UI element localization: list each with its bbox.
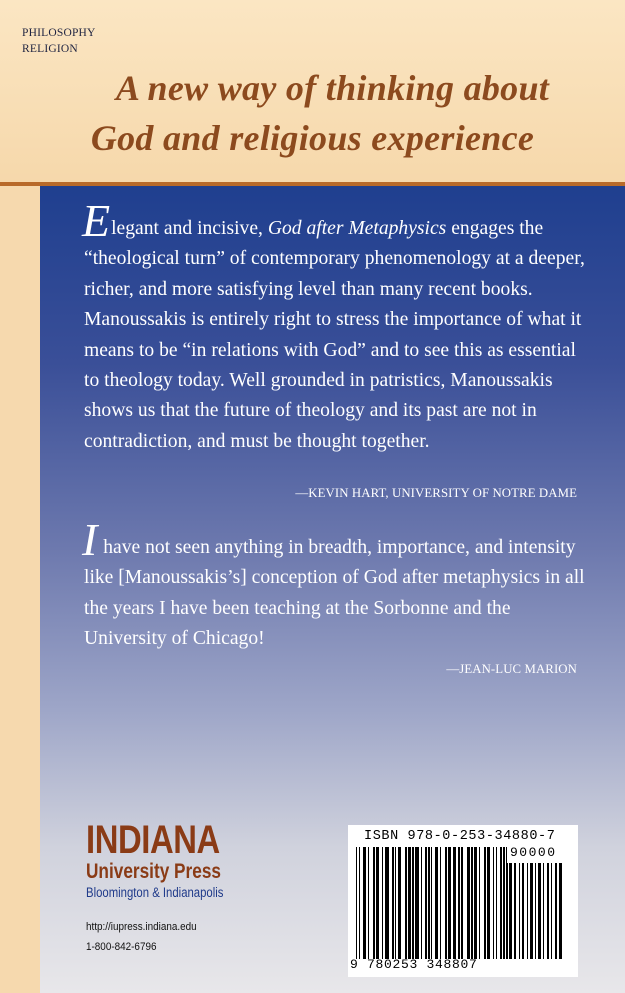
publisher-logo xyxy=(86,820,251,902)
price-bars xyxy=(506,863,570,959)
tagline-line-1: A new way of thinking about xyxy=(115,68,550,108)
publisher-website[interactable]: http://iupress.indiana.edu xyxy=(86,921,197,933)
publisher-phone: 1-800-842-6796 xyxy=(86,941,157,953)
isbn-barcode xyxy=(348,825,578,977)
ean-digits: 9 780253 348807 xyxy=(350,957,478,972)
quote-attribution: —KEVIN HART, UNIVERSITY OF NOTRE DAME xyxy=(295,486,577,500)
book-title: God after Metaphysics xyxy=(267,218,447,239)
publisher-location: Bloomington & Indianapolis xyxy=(86,885,224,900)
endorsement-quote xyxy=(82,514,594,655)
drop-cap: E xyxy=(82,195,111,246)
quote-body: have not seen anything in breadth, importance, and intensity like [Manoussakis’s] conception of God after metaphysics in all the years I have been teaching at the Sorbonne and the University of Chicago! xyxy=(84,537,585,650)
price-code: 90000 xyxy=(510,845,557,860)
quote-lead: legant and incisive, xyxy=(111,218,268,239)
drop-cap: I xyxy=(82,514,98,565)
tagline-line-2: God and religious experience xyxy=(90,118,535,158)
category-religion: RELIGION xyxy=(22,43,78,55)
publisher-subname: University Press xyxy=(86,860,221,883)
quote-attribution: —JEAN-LUC MARION xyxy=(446,662,577,676)
subject-categories xyxy=(22,25,96,57)
endorsement-quote xyxy=(82,195,594,457)
publisher-name: INDIANA xyxy=(86,818,220,862)
isbn-label: ISBN 978-0-253-34880-7 xyxy=(364,829,556,844)
ean13-bars xyxy=(356,847,496,959)
category-philosophy: PHILOSOPHY xyxy=(22,27,96,39)
quote-body: engages the “theological turn” of contemporary phenomenology at a deeper, richer, and more satisfying level than many recent books. Manoussakis is entirely right to stress the importance of what it means to be “in relations with God” and to see this as essential to theology today. Well grounded in patristics, Manoussakis shows us that the future of theology and its past are not in contradiction, and must be thought together. xyxy=(84,218,585,452)
barcode-gap xyxy=(562,863,564,959)
